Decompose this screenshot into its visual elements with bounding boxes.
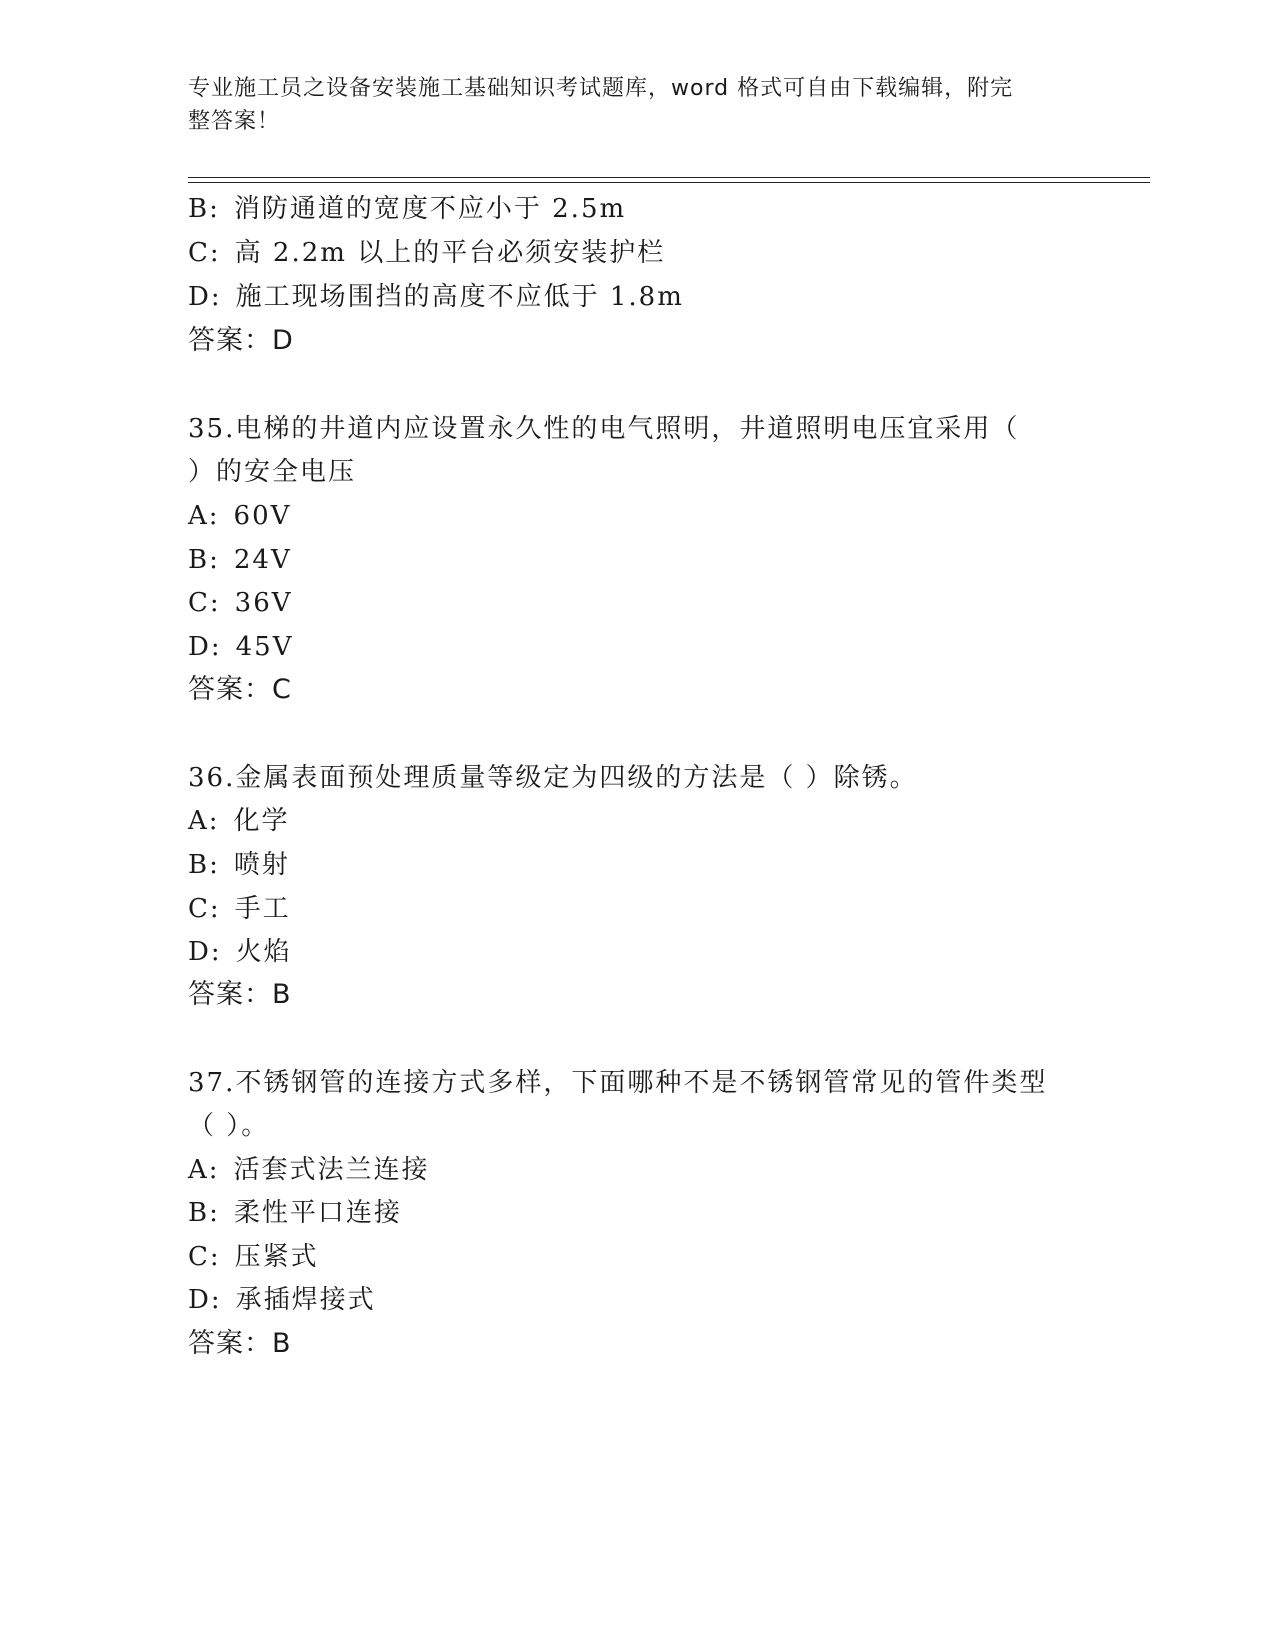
q37-option-c: C: 压紧式 [188, 1242, 319, 1272]
q35-option-c: C: 36V [188, 588, 293, 618]
header-divider-bottom [188, 182, 1150, 183]
q36-stem-line-1: 36.金属表面预处理质量等级定为四级的方法是（ ）除锈。 [188, 763, 918, 793]
q34-option-c: C: 高 2.2m 以上的平台必须安装护栏 [188, 238, 666, 268]
q36-option-c: C: 手工 [188, 894, 291, 924]
q36-option-d: D: 火焰 [188, 937, 292, 967]
q36-option-b: B: 喷射 [188, 850, 290, 880]
header-line-2: 整答案！ [188, 109, 281, 134]
q35-option-a: A: 60V [188, 501, 292, 531]
q37-answer: 答案：B [188, 1328, 292, 1359]
q36-answer: 答案：B [188, 979, 292, 1010]
q37-option-d: D: 承插焊接式 [188, 1285, 376, 1315]
header-line-1: 专业施工员之设备安装施工基础知识考试题库，word 格式可自由下载编辑，附完 [188, 76, 1014, 101]
q34-option-b: B: 消防通道的宽度不应小于 2.5m [188, 194, 627, 224]
q35-stem-line-1: 35.电梯的井道内应设置永久性的电气照明，井道照明电压宜采用（ [188, 414, 1020, 444]
q37-stem-line-1: 37.不锈钢管的连接方式多样，下面哪种不是不锈钢管常见的管件类型 [188, 1068, 1048, 1098]
q34-option-d: D: 施工现场围挡的高度不应低于 1.8m [188, 282, 684, 312]
q37-stem-line-2: （ ）。 [188, 1111, 270, 1141]
q35-option-b: B: 24V [188, 545, 292, 575]
header-divider-top [188, 177, 1150, 178]
document-header [188, 72, 1068, 138]
q35-option-d: D: 45V [188, 632, 294, 662]
q37-option-a: A: 活套式法兰连接 [188, 1155, 430, 1185]
q37-option-b: B: 柔性平口连接 [188, 1198, 402, 1228]
q35-stem-line-2: ）的安全电压 [188, 457, 357, 487]
q34-answer: 答案：D [188, 325, 294, 356]
q36-option-a: A: 化学 [188, 806, 290, 836]
q35-answer: 答案：C [188, 674, 292, 705]
